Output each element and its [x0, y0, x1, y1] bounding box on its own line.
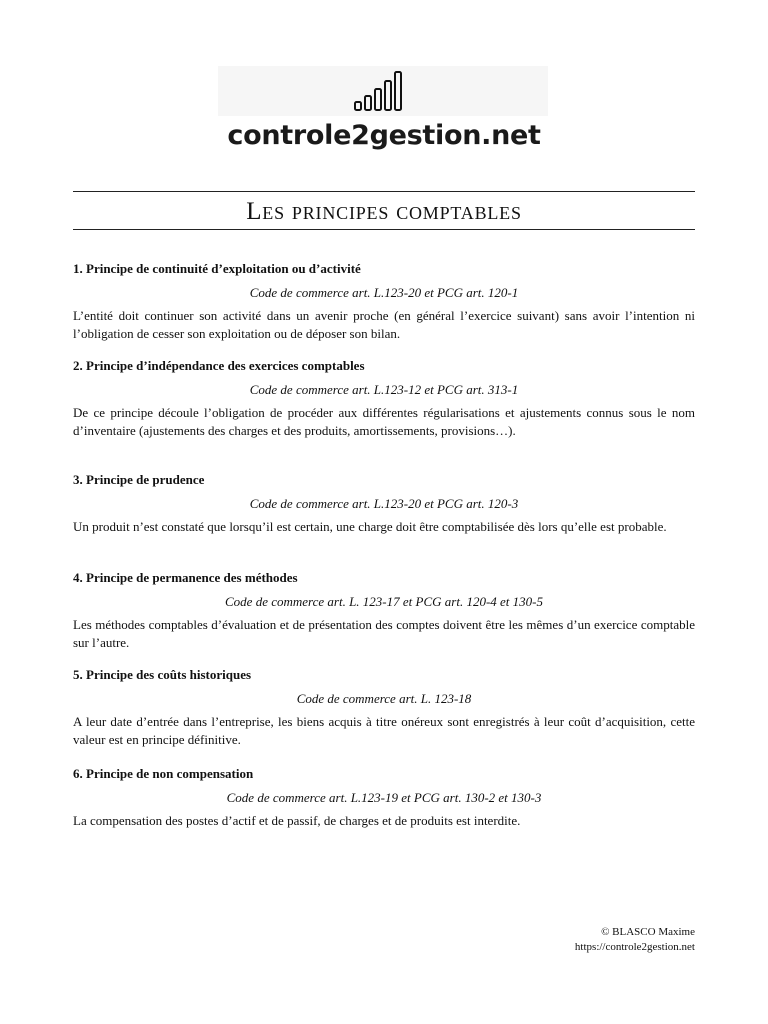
- principle-reference: Code de commerce art. L. 123-18: [296, 691, 472, 706]
- principle-body: De ce principe découle l’obligation de procéder aux différentes régularisations et ajustements connus sous le nom d’inventaire (ajustements des charges et des produits, amortissements, provisions…).: [73, 405, 695, 438]
- principle-section-1: [73, 260, 695, 343]
- principle-reference: Code de commerce art. L.123-12 et PCG art. 313-1: [249, 382, 519, 397]
- footer-author: © BLASCO Maxime: [601, 926, 695, 938]
- signal-bars-icon: [353, 70, 409, 112]
- title-bottom-rule: [73, 229, 695, 230]
- logo-text: controle2gestion.net: [227, 120, 541, 151]
- principle-body: A leur date d’entrée dans l’entreprise, les biens acquis à titre onéreux sont enregistrés à leur coût d’acquisition, cette valeur est en principe définitive.: [73, 714, 695, 747]
- principle-heading: 4. Principe de permanence des méthodes: [73, 570, 298, 585]
- principle-reference: Code de commerce art. L.123-19 et PCG art. 130-2 et 130-3: [226, 790, 542, 805]
- principle-heading: 3. Principe de prudence: [73, 472, 205, 487]
- page-title: Les principes comptables: [246, 198, 522, 225]
- principle-body: Un produit n’est constaté que lorsqu’il est certain, une charge doit être comptabilisée dès lors qu’elle est probable.: [73, 519, 667, 534]
- principle-heading: 2. Principe d’indépendance des exercices comptables: [73, 358, 365, 373]
- principle-section-5: [73, 666, 695, 749]
- principle-heading: 5. Principe des coûts historiques: [73, 667, 252, 682]
- principle-heading: 1. Principe de continuité d’exploitation ou d’activité: [73, 261, 361, 276]
- footer: [575, 925, 695, 955]
- principle-body: La compensation des postes d’actif et de passif, de charges et de produits est interdite.: [73, 813, 521, 828]
- principle-body: L’entité doit continuer son activité dans un avenir proche (en général l’exercice suivant) sans avoir l’intention ni l’obligation de cesser son exploitation ou de déposer son bilan.: [73, 308, 695, 341]
- principle-heading: 6. Principe de non compensation: [73, 766, 254, 781]
- principle-reference: Code de commerce art. L.123-20 et PCG art. 120-1: [249, 285, 519, 300]
- principle-body: Les méthodes comptables d’évaluation et de présentation des comptes doivent être les mêmes d’un exercice comptable sur l’autre.: [73, 617, 695, 650]
- principle-section-3: [73, 471, 695, 536]
- principle-section-6: [73, 765, 695, 830]
- footer-url[interactable]: https://controle2gestion.net: [574, 941, 695, 953]
- principle-section-4: [73, 569, 695, 652]
- principle-reference: Code de commerce art. L. 123-17 et PCG art. 120-4 et 130-5: [225, 594, 543, 609]
- principle-reference: Code de commerce art. L.123-20 et PCG art. 120-3: [249, 496, 519, 511]
- principle-section-2: [73, 357, 695, 440]
- title-top-rule: [73, 191, 695, 192]
